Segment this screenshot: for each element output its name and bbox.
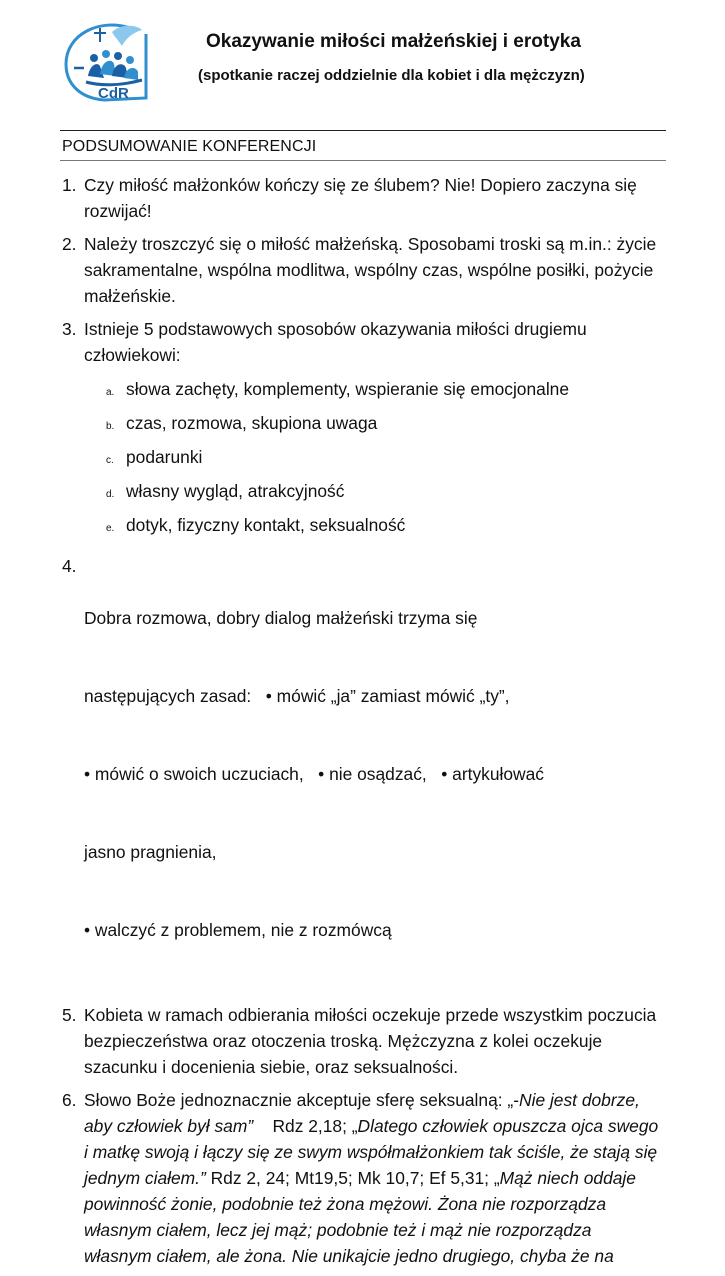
item-number: 4. [62, 556, 77, 576]
list-item [62, 172, 662, 224]
item-text: Kobieta w ramach odbierania miłości oczekuje przede wszystkim poczucia bezpieczeństwa oraz otoczenia troską. Mężczyzna z kolei oczekuje szacunku i docenienia siebie, oraz seksualności. [84, 1005, 657, 1077]
item-number: 6. [62, 1090, 77, 1110]
sub-item [106, 478, 662, 512]
item-number: 3. [62, 319, 77, 339]
sub-item [106, 512, 662, 546]
item-number: 1. [62, 175, 77, 195]
plain-text: Rdz 2, 24; Mt19,5; Mk 10,7; Ef 5,31; „ [205, 1168, 500, 1188]
sub-letter: a. [106, 387, 115, 398]
logo-text: CdR [98, 85, 129, 102]
sub-letter: c. [106, 455, 114, 466]
sub-text: słowa zachęty, komplementy, wspieranie się emocjonalne [126, 379, 570, 399]
item-line: • mówić o swoich uczuciach, • nie osądzać, • artykułować [84, 764, 544, 784]
bible-quote: Dlatego człowiek opuszcza ojca swego i matkę swoją i łączy się ze swym współmałżonkiem tak ściśle, że stają się jednym ciałem.” [84, 1116, 664, 1188]
top-divider [60, 130, 666, 131]
item-line: Dobra rozmowa, dobry dialog małżeński trzyma się [84, 608, 478, 628]
item-line: jasno pragnienia, [84, 842, 217, 862]
cdr-logo [60, 20, 156, 102]
section-heading: PODSUMOWANIE KONFERENCJI [62, 138, 317, 155]
bible-quote: Nie jest dobrze, aby człowiek był sam” [84, 1090, 645, 1136]
list-item [62, 1002, 662, 1080]
sub-text: podarunki [126, 447, 203, 467]
sub-letter: d. [106, 489, 115, 500]
item-text [84, 1087, 662, 1269]
document-subtitle: (spotkanie raczej oddzielnie dla kobiet i dla mężczyzn) [198, 67, 585, 84]
sub-item [106, 410, 662, 444]
item-line: • walczyć z problemem, nie z rozmówcą [84, 920, 392, 940]
item-line: następujących zasad: • mówić „ja” zamiast mówić „ty”, [84, 686, 510, 706]
list-item [62, 231, 662, 309]
item-text: Należy troszczyć się o miłość małżeńską. Sposobami troski są m.in.: życie sakramentalne, wspólna modlitwa, wspólny czas, wspólne posiłki, pożycie małżeńskie. [84, 234, 657, 306]
bible-quote: Mąż niech oddaje powinność żonie, podobnie też żona mężowi. Żona nie rozporządza własnym ciałem, lecz jej mąż; podobnie też i mąż nie rozporządza własnym ciałem, ale żona. Nie unikajcie jedno drugiego, chyba że na [84, 1168, 641, 1266]
list-item [62, 1087, 662, 1269]
sub-item [106, 444, 662, 478]
sub-text: dotyk, fizyczny kontakt, seksualność [126, 515, 406, 535]
sub-text: czas, rozmowa, skupiona uwaga [126, 413, 378, 433]
section-divider [60, 160, 666, 161]
summary-list [62, 172, 662, 1276]
item-text: Czy miłość małżonków kończy się ze ślubem? Nie! Dopiero zaczyna się rozwijać! [84, 175, 637, 221]
sub-letter: b. [106, 421, 115, 432]
sub-letter: e. [106, 523, 115, 534]
sub-item [106, 376, 662, 410]
item-number: 5. [62, 1005, 77, 1025]
plain-text: Rdz 2,18; „ [253, 1116, 358, 1136]
cdr-logo-graphic [60, 20, 156, 102]
item-number: 2. [62, 234, 77, 254]
item-text: Istnieje 5 podstawowych sposobów okazywania miłości drugiemu człowiekowi: [84, 319, 587, 365]
plain-text: Słowo Boże jednoznacznie akceptuje sferę seksualną: „- [84, 1090, 520, 1110]
list-item [62, 316, 662, 546]
sub-list [84, 376, 662, 546]
sub-text: własny wygląd, atrakcyjność [126, 481, 345, 501]
list-item [62, 553, 662, 995]
document-title: Okazywanie miłości małżeńskiej i erotyka [206, 31, 581, 52]
